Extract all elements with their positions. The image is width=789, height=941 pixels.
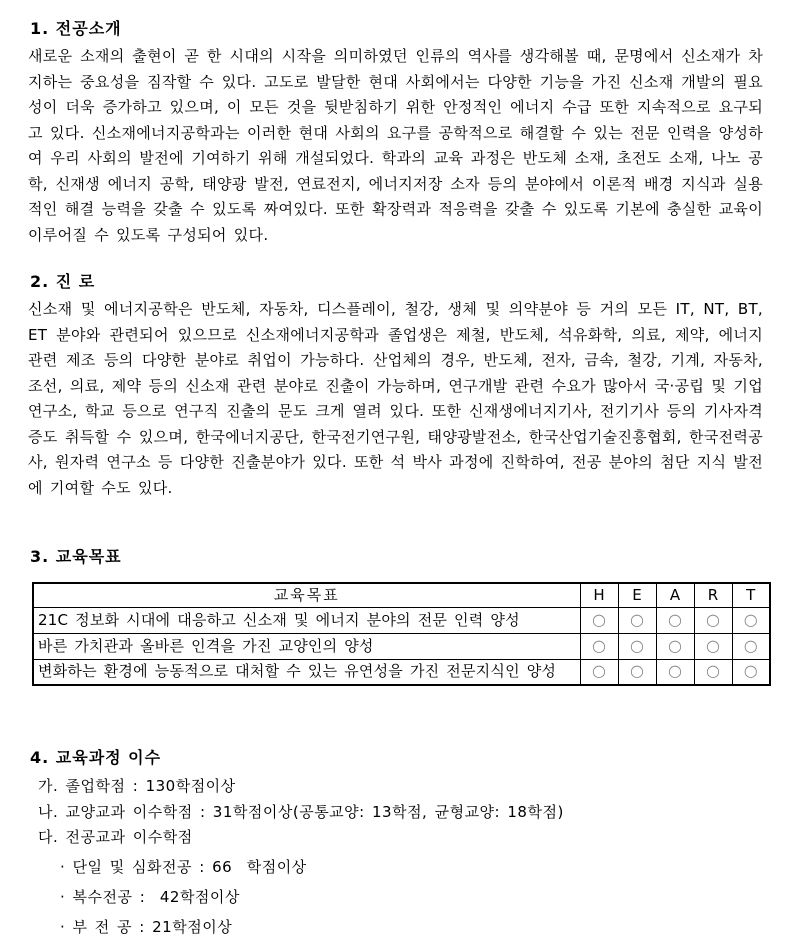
heart-mark-cell — [694, 607, 732, 633]
heart-mark-cell — [656, 659, 694, 685]
heart-column-header-t: T — [732, 583, 770, 607]
circle-mark-icon: ○ — [668, 661, 682, 681]
heart-mark-cell — [732, 607, 770, 633]
heart-column-header-r: R — [694, 583, 732, 607]
heart-mark-cell — [694, 659, 732, 685]
section-career-body: 신소재 및 에너지공학은 반도체, 자동차, 디스플레이, 철강, 생체 및 의약분야 등 거의 모든 IT, NT, BT, ET 분야와 관련되어 있으므로 신소재에너지공학과 졸업생은 제철, 반도체, 석유화학, 의료, 제약, 에너지 관련 제조 등의 다양한 분야로 취업이 가능하다. 산업체의 경우, 반도체, 전자, 금속, 철강, 기계, 자동차, 조선, 의료, 제약 등의 신소재 관련 분야로 진출이 가능하며, 연구개발 관련 수요가 많아서 국·공립 및 기업 연구소, 학교 등으로 연구직 진출의 문도 크게 열려 있다. 또한 신재생에너지기사, 전기기사 등의 기사자격증도 취득할 수 있으며, 한국에너지공단, 한국전기연구원, 태양광발전소, 한국산업기술진흥협회, 한국전력공사, 원자력 연구소 등 다양한 진출분야가 있다. 또한 석 박사 과정에 진학하여, 전공 분야의 첨단 지식 발전에 기여할 수도 있다. — [28, 300, 763, 497]
section-career — [28, 269, 763, 501]
circle-mark-icon: ○ — [706, 635, 720, 655]
section-career-heading: 2. 진 로 — [30, 272, 96, 291]
section-education-goals — [28, 544, 763, 686]
circle-mark-icon: ○ — [743, 661, 758, 681]
heart-mark-cell — [618, 607, 656, 633]
circle-mark-icon: ○ — [630, 609, 644, 629]
circle-mark-icon: ○ — [630, 661, 644, 681]
heart-mark-cell — [580, 659, 618, 685]
curriculum-item-liberal-arts-credits: 나. 교양교과 이수학점 : 31학점이상(공통교양: 13학점, 균형교양: 18학점) — [38, 802, 564, 821]
circle-mark-icon: ○ — [743, 609, 758, 629]
curriculum-sub-item-single-intensive-major: · 단일 및 심화전공 : 66 학점이상 — [60, 858, 307, 876]
goal-row — [33, 607, 770, 633]
curriculum-item-graduation-credits: 가. 졸업학점 : 130학점이상 — [38, 777, 236, 795]
section-major-introduction — [28, 16, 763, 248]
circle-mark-icon: ○ — [706, 661, 720, 681]
goal-row — [33, 659, 770, 685]
section-curriculum-heading: 4. 교육과정 이수 — [30, 748, 162, 767]
goals-table-header-row — [33, 583, 770, 607]
curriculum-list — [28, 774, 763, 941]
circle-mark-icon: ○ — [668, 609, 682, 629]
circle-mark-icon: ○ — [592, 661, 606, 681]
goal-text-cell: 21C 정보화 시대에 대응하고 신소재 및 에너지 분야의 전문 인력 양성 — [33, 607, 580, 633]
section-curriculum-completion — [28, 745, 763, 941]
circle-mark-icon: ○ — [668, 635, 682, 655]
goal-text-cell: 변화하는 환경에 능동적으로 대처할 수 있는 유연성을 가진 전문지식인 양성 — [33, 659, 580, 685]
heart-column-header-e: E — [618, 583, 656, 607]
heart-column-header-a: A — [656, 583, 694, 607]
education-goals-table — [32, 582, 771, 686]
section-education-goals-heading: 3. 교육목표 — [30, 547, 122, 566]
curriculum-sub-item-double-major: · 복수전공 : 42학점이상 — [60, 888, 240, 906]
goal-column-header: 교육목표 — [33, 583, 580, 607]
heart-column-header-h: H — [580, 583, 618, 607]
goal-row — [33, 633, 770, 659]
section-major-introduction-body: 새로운 소재의 출현이 곧 한 시대의 시작을 의미하였던 인류의 역사를 생각해볼 때, 문명에서 신소재가 차지하는 중요성을 짐작할 수 있다. 고도로 발달한 현대 사회에서는 다양한 기능을 가진 신소재 개발의 필요성이 더욱 증가하고 있으며, 이 모든 것을 뒷받침하기 위한 안정적인 에너지 수급 또한 지속적으로 요구되고 있다. 신소재에너지공학과는 이러한 현대 사회의 요구를 공학적으로 해결할 수 있는 전문 인력을 양성하여 우리 사회의 발전에 기여하기 위해 개설되었다. 학과의 교육 과정은 반도체 소재, 초전도 소재, 나노 공학, 신재생 에너지 공학, 태양광 발전, 연료전지, 에너지저장 소자 등의 분야에서 이론적 배경 지식과 실용적인 해결 능력을 갖출 수 있도록 짜여있다. 또한 확장력과 적응력을 갖출 수 있도록 기본에 충실한 교육이 이루어질 수 있도록 구성되어 있다. — [28, 47, 763, 244]
heart-mark-cell — [732, 659, 770, 685]
heart-mark-cell — [694, 633, 732, 659]
circle-mark-icon: ○ — [706, 609, 720, 629]
heart-mark-cell — [618, 659, 656, 685]
heart-mark-cell — [580, 633, 618, 659]
circle-mark-icon: ○ — [592, 609, 606, 629]
circle-mark-icon: ○ — [743, 635, 758, 655]
circle-mark-icon: ○ — [592, 635, 606, 655]
goal-text-cell: 바른 가치관과 올바른 인격을 가진 교양인의 양성 — [33, 633, 580, 659]
heart-mark-cell — [580, 607, 618, 633]
heart-mark-cell — [656, 633, 694, 659]
circle-mark-icon: ○ — [630, 635, 644, 655]
curriculum-item-major-credits: 다. 전공교과 이수학점 — [38, 828, 193, 846]
curriculum-sub-item-minor: · 부 전 공 : 21학점이상 — [60, 918, 233, 936]
heart-mark-cell — [732, 633, 770, 659]
section-major-introduction-heading: 1. 전공소개 — [30, 19, 122, 38]
heart-mark-cell — [618, 633, 656, 659]
heart-mark-cell — [656, 607, 694, 633]
